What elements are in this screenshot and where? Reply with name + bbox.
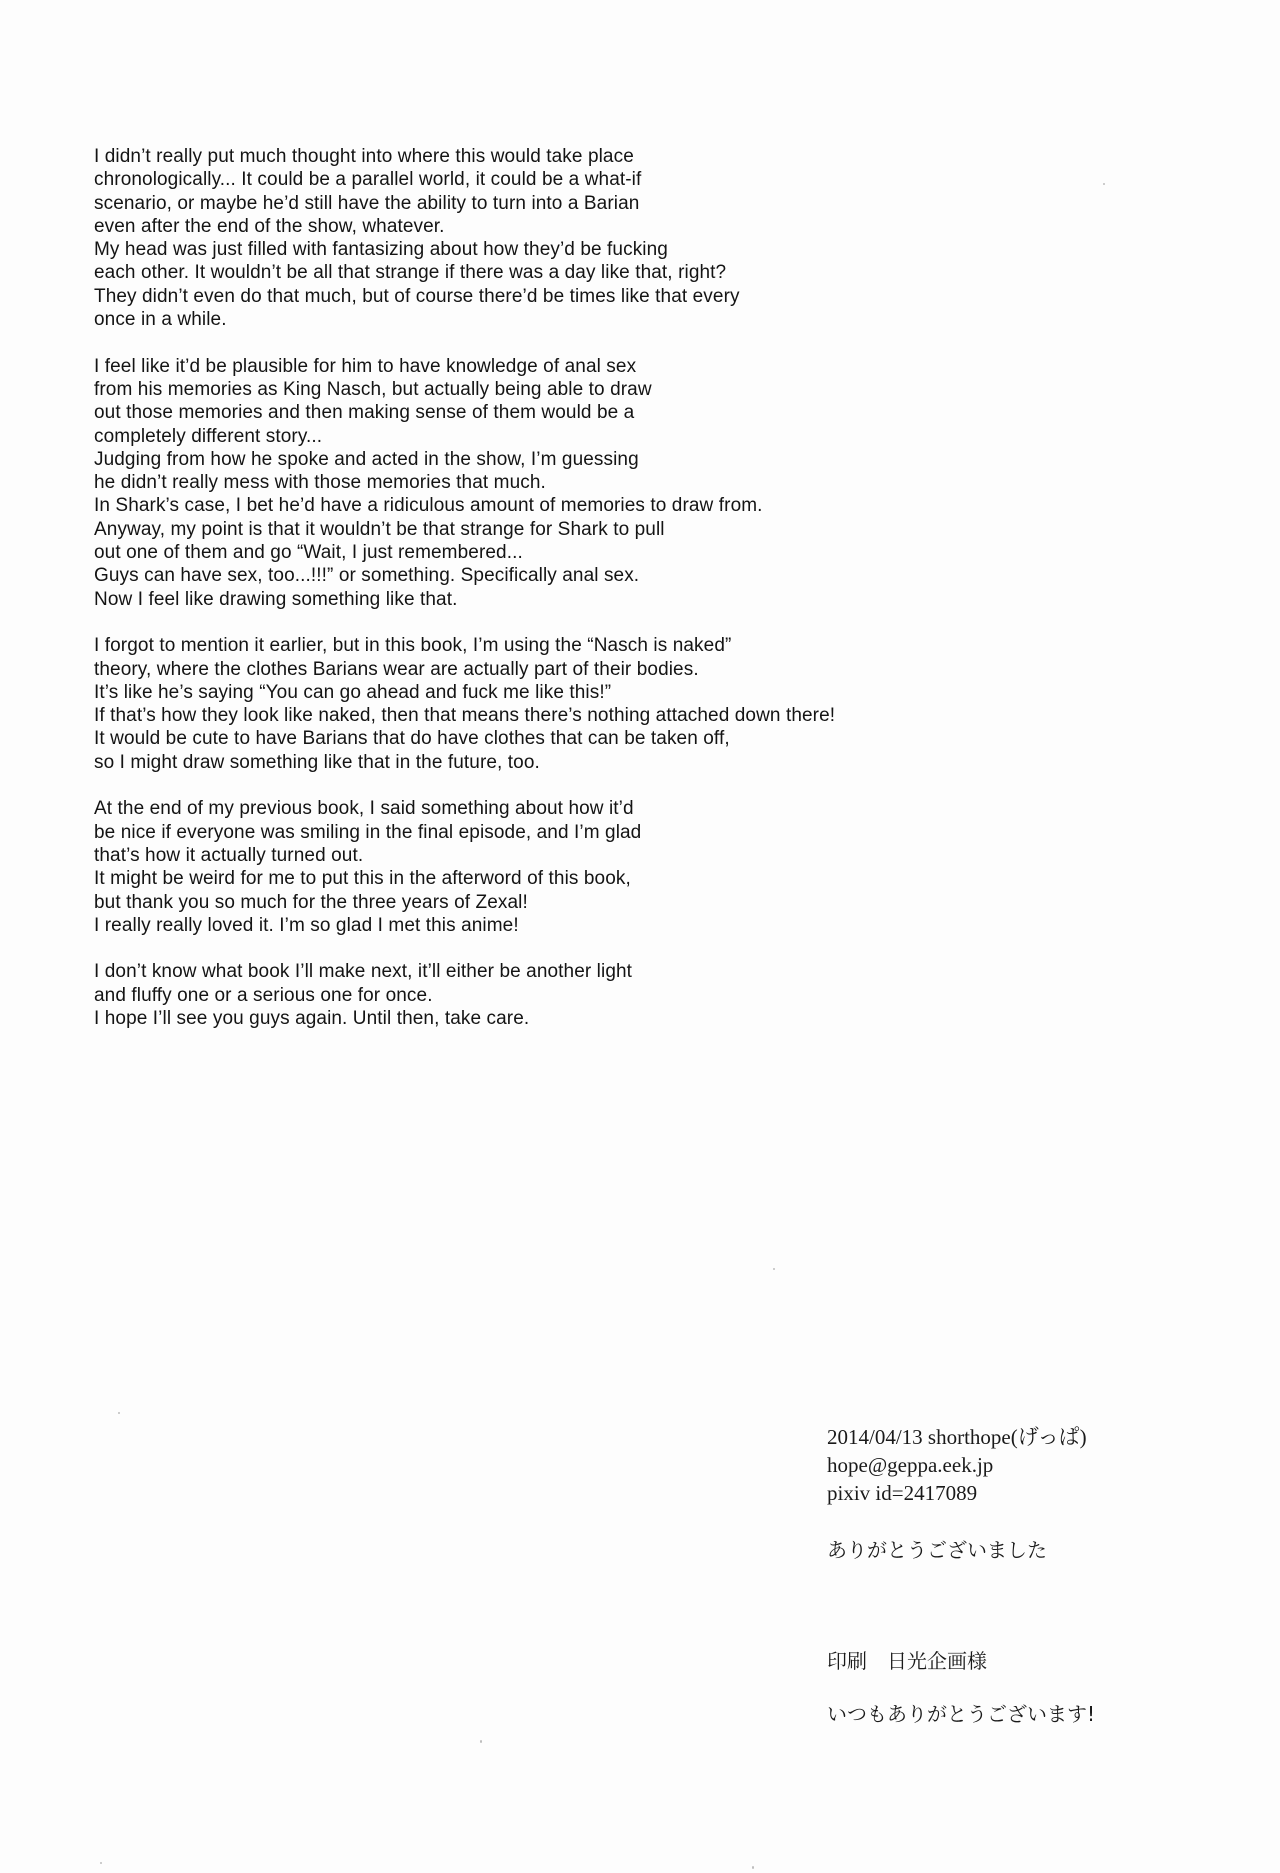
text-line: Now I feel like drawing something like that. [94, 588, 458, 610]
text-line: They didn’t even do that much, but of course there’d be times like that every [94, 285, 740, 307]
text-line: chronologically... It could be a parallel world, it could be a what-if [94, 169, 642, 191]
scan-speck [100, 1862, 102, 1864]
text-line: be nice if everyone was smiling in the final episode, and I’m glad [94, 821, 642, 843]
afterword-paragraph [94, 797, 1094, 937]
text-line: I hope I’ll see you guys again. Until then, take care. [94, 1007, 530, 1029]
afterword-paragraph [94, 145, 1094, 331]
text-line: he didn’t really mess with those memories that much. [94, 472, 546, 494]
afterword-paragraph [94, 960, 1094, 1030]
text-line: and fluffy one or a serious one for once. [94, 984, 433, 1006]
scan-speck [118, 1412, 120, 1414]
text-line: once in a while. [94, 309, 227, 331]
pixiv-id-line: pixiv id=2417089 [827, 1481, 978, 1505]
text-line: I feel like it’d be plausible for him to have knowledge of anal sex [94, 355, 637, 377]
afterword-paragraph [94, 634, 1094, 774]
text-line: I really really loved it. I’m so glad I met this anime! [94, 914, 519, 936]
text-line: out one of them and go “Wait, I just remembered... [94, 542, 523, 564]
thanks-line: ありがとうございました [827, 1538, 1047, 1562]
text-line: completely different story... [94, 425, 323, 447]
text-line: each other. It wouldn’t be all that strange if there was a day like that, right? [94, 262, 727, 284]
scan-speck [752, 1866, 754, 1869]
text-line: I didn’t really put much thought into where this would take place [94, 146, 634, 167]
date-author-line: 2014/04/13 shorthope(げっぱ) [827, 1425, 1087, 1449]
afterword-paragraph [94, 355, 1094, 611]
text-line: At the end of my previous book, I said something about how it’d [94, 798, 634, 820]
text-line: theory, where the clothes Barians wear are actually part of their bodies. [94, 658, 699, 680]
text-line: Guys can have sex, too...!!!” or something. Specifically anal sex. [94, 565, 640, 587]
text-line: In Shark’s case, I bet he’d have a ridiculous amount of memories to draw from. [94, 495, 763, 517]
text-line: It’s like he’s saying “You can go ahead and fuck me like this!” [94, 681, 612, 703]
text-line: If that’s how they look like naked, then that means there’s nothing attached down there! [94, 705, 836, 727]
afterword-text [94, 145, 1094, 1054]
text-line: out those memories and then making sense of them would be a [94, 402, 635, 424]
text-line: My head was just filled with fantasizing about how they’d be fucking [94, 239, 668, 261]
text-line: Anyway, my point is that it wouldn’t be that strange for Shark to pull [94, 518, 665, 540]
text-line: that’s how it actually turned out. [94, 844, 364, 866]
text-line: I don’t know what book I’ll make next, it’ll either be another light [94, 961, 633, 983]
email-line: hope@geppa.eek.jp [827, 1453, 994, 1477]
text-line: but thank you so much for the three years of Zexal! [94, 891, 528, 913]
scan-speck [1103, 183, 1105, 185]
text-line: even after the end of the show, whatever. [94, 215, 445, 237]
text-line: I forgot to mention it earlier, but in this book, I’m using the “Nasch is naked” [94, 635, 732, 657]
scan-speck [480, 1740, 482, 1743]
scan-speck [773, 1268, 775, 1270]
text-line: It would be cute to have Barians that do have clothes that can be taken off, [94, 728, 730, 750]
text-line: scenario, or maybe he’d still have the ability to turn into a Barian [94, 192, 640, 214]
printer-thanks-line: いつもありがとうございます! [827, 1702, 1096, 1726]
colophon [827, 1423, 1087, 1507]
text-line: from his memories as King Nasch, but actually being able to draw [94, 378, 652, 400]
printer-line: 印刷 日光企画様 [827, 1649, 987, 1673]
text-line: so I might draw something like that in the future, too. [94, 751, 540, 773]
text-line: It might be weird for me to put this in the afterword of this book, [94, 868, 631, 890]
text-line: Judging from how he spoke and acted in the show, I’m guessing [94, 448, 639, 470]
